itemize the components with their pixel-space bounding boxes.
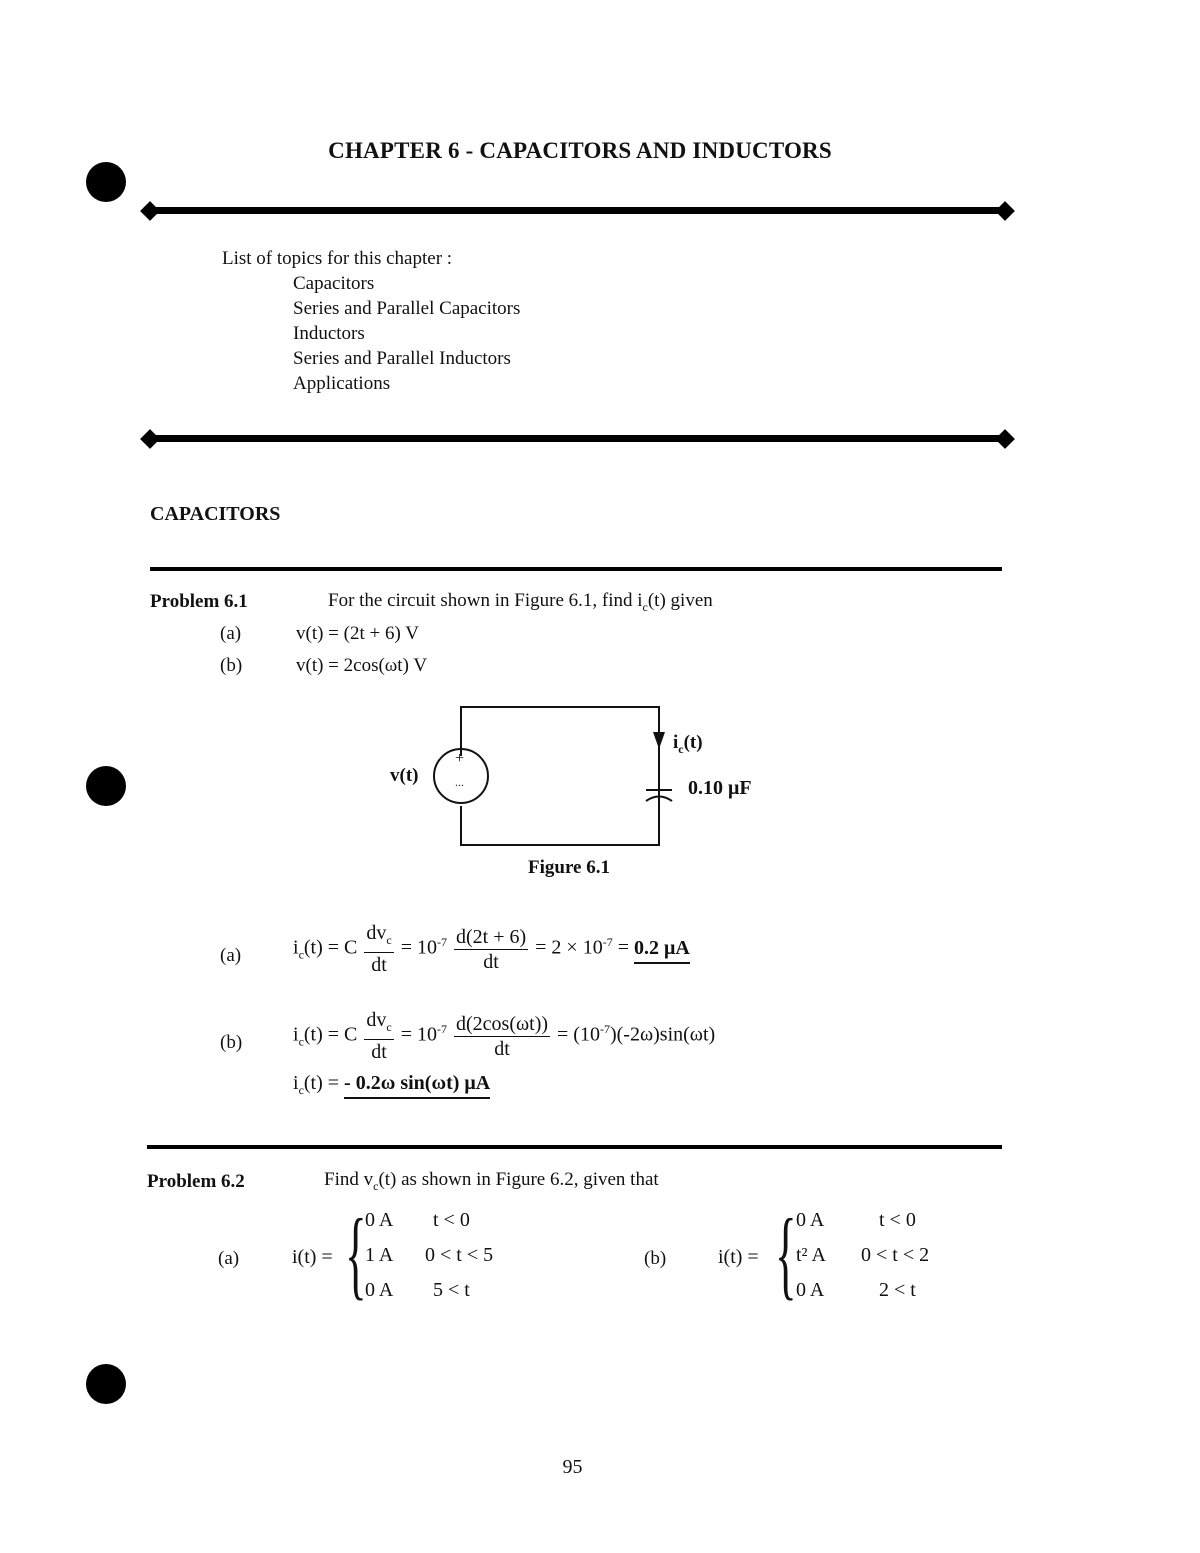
fraction-derivative: $\frac{d(2\cos(\omega t))}{dt}$ [456,1012,549,1060]
problem-6-2-part-a-label: (a) [218,1248,240,1269]
fraction-derivative: $\frac{d(2t + 6)}{dt}$ [456,925,527,973]
problem-6-2-part-a-lhs: i(t) = [292,1246,333,1268]
piecewise-row: 0 A t < 0 [365,1209,470,1231]
solution-b-result: $i_c(t)$ = - 0.2ω sin(ωt) μA [293,1072,491,1097]
problem-divider [147,1145,1002,1149]
solution-a-equation: $i_c(t) = C$ $\frac{dv_c}{dt}$ = $10^{-7}$ $\frac{d(2t + 6)}{dt}$ = $2 \times 10^{-7} = 0.2$ μA [293,922,690,976]
topics-list [222,246,520,396]
circuit-wire-top [461,707,659,823]
piecewise-row: 0 A t < 0 [796,1209,916,1231]
solution-b-label: (b) [220,1032,243,1053]
source-minus-sign: ... [455,775,464,789]
solution-a-label: (a) [220,945,242,966]
piecewise-row: 0 A 5 < t [365,1279,470,1301]
left-brace-icon: { [345,1198,367,1309]
problem-6-2-part-b-label: (b) [644,1248,667,1269]
solution-a-answer: 0.2 μA [634,937,690,964]
binder-hole-top [86,162,126,202]
topic-item: Series and Parallel Inductors [293,348,511,369]
problem-6-1-statement: For the circuit shown in Figure 6.1, find $i_c(t)$ given [328,590,713,614]
part-a-text: v(t) = (2t + 6) V [296,623,419,644]
fraction-dvc-dt: $\frac{dv_c}{dt}$ [366,922,392,976]
topic-item: Inductors [293,323,365,344]
fraction-dvc-dt: $\frac{dv_c}{dt}$ [366,1009,392,1063]
solution-b-equation: $i_c(t) = C$ $\frac{dv_c}{dt}$ = $10^{-7}$ $\frac{d(2\cos(\omega t))}{dt}$ = $(10^{-7})(-2\omega)\sin(\omega t)$ [293,1009,716,1063]
binder-hole-bottom [86,1364,126,1404]
voltage-source-label: v(t) [390,765,419,786]
source-plus-sign: + [455,750,465,767]
topics-intro: List of topics for this chapter : [222,248,453,269]
piecewise-row: t² A 0 < t < 2 [796,1244,930,1266]
problem-6-2-part-b-lhs: i(t) = [718,1246,759,1268]
binder-hole-middle [86,766,126,806]
part-b-text: v(t) = 2cos(ωt) V [296,655,428,676]
figure-6-1-caption: Figure 6.1 [528,857,610,878]
part-a-label: (a) [220,623,242,644]
section-divider [150,567,1002,571]
topic-item: Capacitors [293,273,375,294]
problem-6-1-label: Problem 6.1 [150,591,248,612]
chapter-title: CHAPTER 6 - CAPACITORS AND INDUCTORS [328,138,832,163]
part-b-label: (b) [220,655,243,676]
piecewise-b [796,1203,939,1308]
current-label: $i_c(t)$ [673,732,703,756]
circuit-wire-bottom [461,796,659,845]
capacitor-value-label: 0.10 μF [688,777,752,799]
piecewise-row: 0 A 2 < t [796,1279,916,1301]
current-arrow-icon [653,732,665,749]
piecewise-row: 1 A 0 < t < 5 [365,1244,494,1266]
problem-6-2-label: Problem 6.2 [147,1171,245,1192]
topic-item: Series and Parallel Capacitors [293,298,521,319]
topic-item: Applications [293,373,391,394]
piecewise-a [365,1203,503,1308]
left-brace-icon: { [775,1198,797,1309]
section-heading: CAPACITORS [150,503,281,525]
solution-b-answer: - 0.2ω sin(ωt) μA [344,1072,490,1099]
problem-6-2-statement: Find $v_c(t)$ as shown in Figure 6.2, given that [324,1169,659,1193]
page-number: 95 [562,1456,583,1478]
